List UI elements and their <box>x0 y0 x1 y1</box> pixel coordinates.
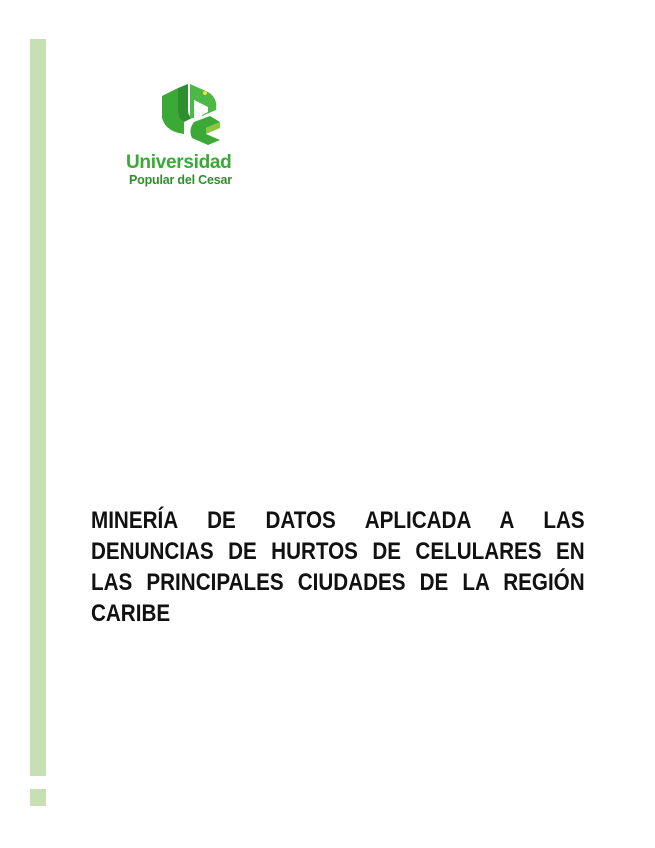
document-title: MINERÍA DE DATOS APLICADA A LAS DENUNCIAS DE HURTOS DE CELULARES EN LAS PRINCIPALES CIUDADES DE LA REGIÓN CARIBE <box>91 507 585 627</box>
side-accent-block <box>30 789 46 806</box>
logo-university-subname: Popular del Cesar <box>129 173 232 187</box>
upc-logo-icon <box>158 82 222 146</box>
logo-university-name: Universidad <box>126 152 232 173</box>
university-logo <box>122 82 262 192</box>
side-accent-bar <box>30 39 46 776</box>
